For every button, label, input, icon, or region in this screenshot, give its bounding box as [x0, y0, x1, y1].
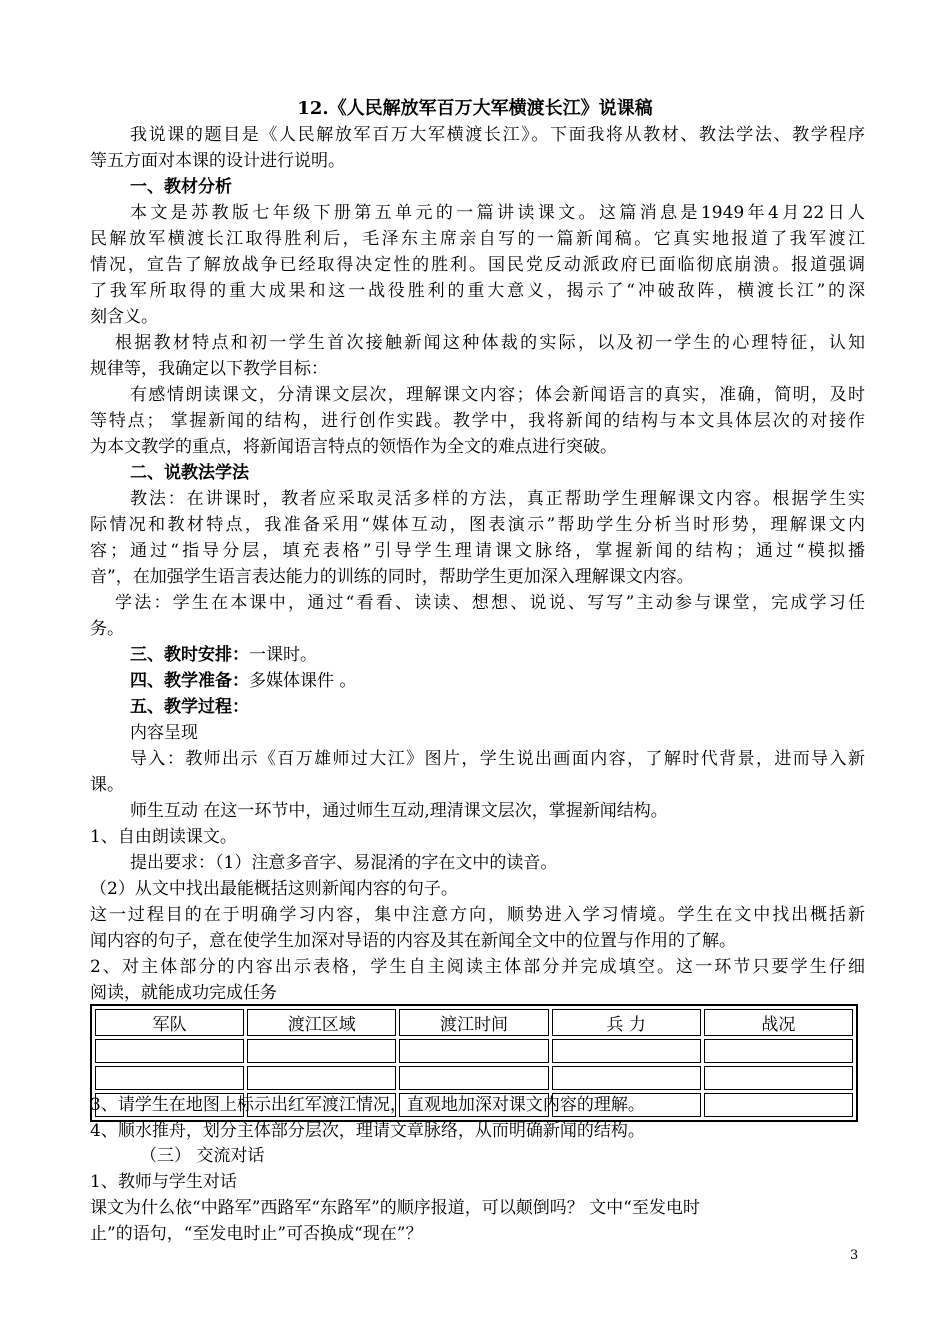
table-cell[interactable] [95, 1066, 244, 1090]
table-cell[interactable] [247, 1039, 396, 1063]
paragraph-line: 3、请学生在地图上标示出红军渡江情况，直观地加深对课文内容的理解。 [90, 1095, 645, 1115]
paragraph-line: 师生互动 在这一环节中，通过师生互动,理清课文层次，掌握新闻结构。 [130, 801, 668, 821]
paragraph-line: （2）从文中找出最能概括这则新闻内容的句子。 [90, 879, 458, 899]
section-heading: 三、教时安排： [130, 645, 249, 665]
paragraph-line: 情况，宣告了解放战争已经取得决定性的胜利。国民党反动派政府已面临彻底崩溃。报道强调 [90, 255, 865, 275]
table-row [95, 1066, 853, 1090]
preparation-line [130, 668, 865, 694]
table-header-cell: 渡江区域 [247, 1009, 396, 1036]
paragraph-line: 这一过程目的在于明确学习内容，集中注意方向，顺势进入学习情境。学生在文中找出概括新 [90, 905, 865, 925]
paragraph-line: 本文是苏教版七年级下册第五单元的一篇讲读课文。这篇消息是1949年4月22日人 [130, 203, 865, 223]
paragraph-line: 务。 [90, 619, 124, 639]
paragraph-line: 2、对主体部分的内容出示表格，学生自主阅读主体部分并完成填空。这一环节只要学生仔细 [90, 957, 865, 977]
table-row [95, 1039, 853, 1063]
table-header-row [95, 1009, 853, 1036]
section-text: 多媒体课件 。 [249, 671, 357, 691]
table-header-cell: 兵 力 [552, 1009, 701, 1036]
paragraph-line: 规律等，我确定以下教学目标： [90, 359, 328, 379]
table-cell[interactable] [399, 1039, 548, 1063]
paragraph-line: 导入：教师出示《百万雄师过大江》图片，学生说出画面内容，了解时代背景，进而导入新 [130, 749, 865, 769]
paragraph-line: 4、顺水推舟，划分主体部分层次，理请文章脉络，从而明确新闻的结构。 [90, 1121, 645, 1141]
section-heading: 五、教学过程： [130, 697, 249, 717]
schedule-line [130, 642, 865, 668]
table-header-cell: 渡江时间 [399, 1009, 548, 1036]
section-heading: 一、教材分析 [130, 177, 232, 197]
table-cell[interactable] [552, 1066, 701, 1090]
table-header-cell: 军队 [95, 1009, 244, 1036]
paragraph-line: 闻内容的句子，意在使学生加深对导语的内容及其在新闻全文中的位置与作用的了解。 [90, 931, 736, 951]
paragraph-line: （三） 交流对话 [140, 1146, 265, 1166]
paragraph-line: 等特点； 掌握新闻的结构，进行创作实践。教学中，我将新闻的结构与本文具体层次的对接作 [90, 411, 865, 431]
table-cell[interactable] [552, 1039, 701, 1063]
paragraph-line: 内容呈现 [130, 723, 198, 743]
paragraph-line: 提出要求：（1）注意多音字、易混淆的字在文中的读音。 [130, 853, 558, 873]
paragraph-line: 阅读，就能成功完成任务 [90, 983, 277, 1003]
paragraph-line: 容；通过“指导分层，填充表格”引导学生理请课文脉络，掌握新闻的结构；通过“模拟播 [90, 541, 865, 561]
page-number: 3 [850, 1248, 859, 1263]
paragraph-line: 际情况和教材特点，我准备采用“媒体互动，图表演示”帮助学生分析当时形势，理解课文内 [90, 515, 865, 535]
table-header-cell: 战况 [704, 1009, 853, 1036]
paragraph-line: 教法：在讲课时，教者应采取灵活多样的方法，真正帮助学生理解课文内容。根据学生实 [130, 489, 865, 509]
paragraph-line: 民解放军横渡长江取得胜利后，毛泽东主席亲自写的一篇新闻稿。它真实地报道了我军渡江 [90, 229, 865, 249]
table-cell[interactable] [95, 1039, 244, 1063]
section-heading: 二、说教法学法 [130, 463, 249, 483]
paragraph-line: 课。 [90, 775, 124, 795]
table-cell[interactable] [399, 1066, 548, 1090]
table-cell[interactable] [704, 1066, 853, 1090]
paragraph-line: 根据教材特点和初一学生首次接触新闻这种体裁的实际，以及初一学生的心理特征，认知 [115, 333, 865, 353]
paragraph-line: 刻含义。 [90, 307, 158, 327]
paragraph-line: 止”的语句，“至发电时止”可否换成“现在”？ [90, 1224, 423, 1244]
table-cell[interactable] [704, 1039, 853, 1063]
paragraph-line: 1、自由朗读课文。 [90, 827, 237, 847]
intro-line: 我说课的题目是《人民解放军百万大军横渡长江》。下面我将从教材、教法学法、教学程序 [130, 125, 865, 145]
document-title: 12.《人民解放军百万大军横渡长江》说课稿 [297, 98, 653, 119]
paragraph-line: 为本文教学的重点，将新闻语言特点的领悟作为全文的难点进行突破。 [90, 437, 617, 457]
paragraph-line: 学法：学生在本课中，通过“看看、读读、想想、说说、写写”主动参与课堂，完成学习任 [115, 593, 865, 613]
paragraph-line: 有感情朗读课文，分清课文层次，理解课文内容；体会新闻语言的真实，准确，简明，及时 [130, 385, 865, 405]
section-heading: 四、教学准备： [130, 671, 249, 691]
table-cell[interactable] [247, 1066, 396, 1090]
paragraph-line: 1、教师与学生对话 [90, 1172, 237, 1192]
paragraph-line: 了我军所取得的重大成果和这一战役胜利的重大意义，揭示了“冲破敌阵，横渡长江”的深 [90, 281, 865, 301]
intro-line: 等五方面对本课的设计进行说明。 [90, 151, 345, 171]
section-text: 一课时。 [249, 645, 317, 665]
paragraph-line: 课文为什么依“中路军”西路军“东路军”的顺序报道，可以颠倒吗？ 文中“至发电时 [90, 1198, 700, 1218]
paragraph-line: 音”，在加强学生语言表达能力的训练的同时，帮助学生更加深入理解课文内容。 [90, 567, 694, 587]
